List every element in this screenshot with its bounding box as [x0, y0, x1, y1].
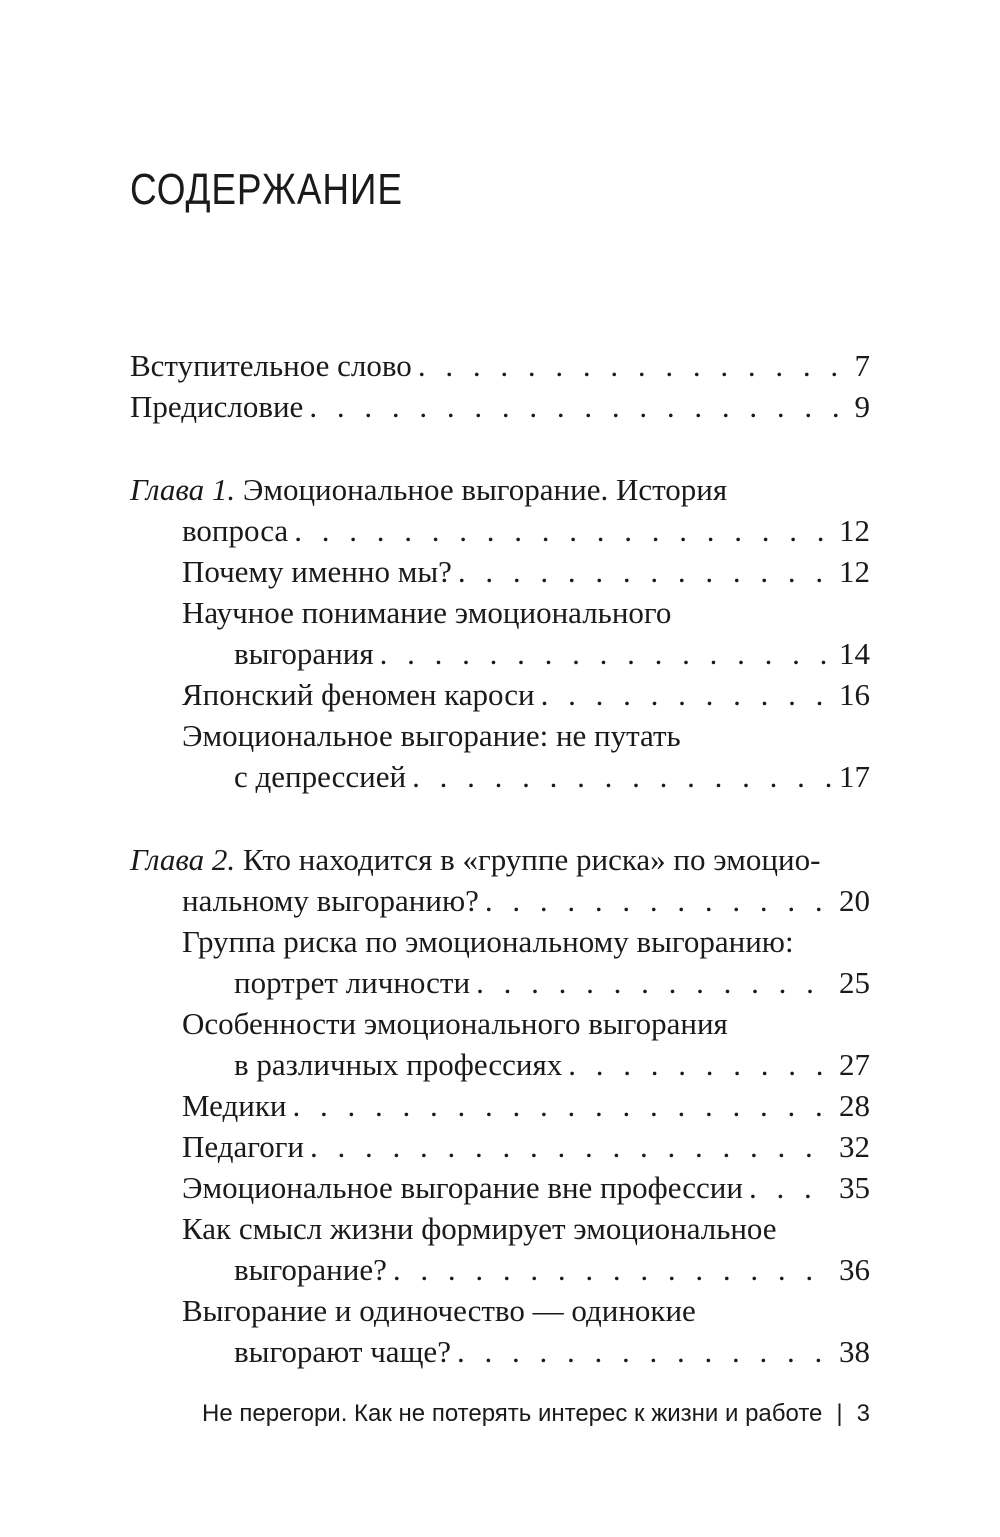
- dot-leader: [458, 551, 833, 592]
- toc-page-number: 28: [839, 1088, 870, 1123]
- toc-section[interactable]: [130, 674, 870, 715]
- dot-leader: [310, 1126, 833, 1167]
- dot-leader: [294, 510, 833, 551]
- toc-page-number: 35: [839, 1170, 870, 1205]
- chapter-title-line2: нальному выгоранию?: [182, 883, 479, 918]
- toc-section-cont[interactable]: [130, 756, 870, 797]
- toc-entry-title: Вступительное слово: [130, 348, 412, 383]
- dot-leader: [541, 674, 833, 715]
- toc-section-title-line1: Группа риска по эмоциональному выгоранию:: [182, 924, 794, 959]
- toc-page-number: 14: [839, 636, 870, 671]
- toc-entry-foreword[interactable]: [130, 345, 870, 386]
- toc-section[interactable]: [130, 1085, 870, 1126]
- table-of-contents: [130, 345, 870, 1372]
- dot-leader: [380, 633, 833, 674]
- dot-leader: [476, 962, 833, 1003]
- chapter-title-line1: Кто находится в «группе риска» по эмоцио-: [235, 842, 821, 877]
- dot-leader: [293, 1085, 833, 1126]
- toc-section[interactable]: [130, 1126, 870, 1167]
- dot-leader: [418, 345, 849, 386]
- toc-section-cont[interactable]: [130, 1044, 870, 1085]
- toc-page-number: 12: [839, 513, 870, 548]
- page-title: СОДЕРЖАНИЕ: [130, 165, 403, 215]
- toc-section-title-line1: Особенности эмоционального выгорания: [182, 1006, 728, 1041]
- toc-page-number: 17: [839, 759, 870, 794]
- toc-section-title: Почему именно мы?: [182, 554, 452, 589]
- dot-leader: [412, 756, 833, 797]
- toc-section[interactable]: [130, 1003, 870, 1044]
- toc-section-title: Эмоциональное выгорание вне профессии: [182, 1170, 743, 1205]
- chapter-title-line1: Эмоциональное выгорание. История: [235, 472, 728, 507]
- toc-entry-preface[interactable]: [130, 386, 870, 427]
- chapter-label: Глава 1.: [130, 472, 236, 507]
- toc-page-number: 16: [839, 677, 870, 712]
- toc-section-title-line2: портрет личности: [234, 965, 471, 1000]
- dot-leader: [457, 1331, 833, 1372]
- dot-leader: [485, 880, 833, 921]
- toc-section[interactable]: [130, 1208, 870, 1249]
- toc-section[interactable]: [130, 715, 870, 756]
- toc-section-title-line1: Как смысл жизни формирует эмоциональное: [182, 1211, 777, 1246]
- dot-leader: [309, 386, 848, 427]
- toc-section-title: Японский феномен кароси: [182, 677, 535, 712]
- toc-section-title-line1: Эмоциональное выгорание: не путать: [182, 718, 681, 753]
- chapter-label: Глава 2.: [130, 842, 236, 877]
- dot-leader: [393, 1249, 833, 1290]
- toc-section-title-line2: выгорают чаще?: [234, 1334, 451, 1369]
- toc-page-number: 27: [839, 1047, 870, 1082]
- toc-section-cont[interactable]: [130, 1249, 870, 1290]
- dot-leader: [568, 1044, 833, 1085]
- toc-section-title-line2: выгорания: [234, 636, 374, 671]
- toc-section-title-line1: Научное понимание эмоционального: [182, 595, 672, 630]
- toc-chapter-2-cont[interactable]: [130, 880, 870, 921]
- toc-page-number: 7: [854, 348, 870, 383]
- toc-page-number: 9: [854, 389, 870, 424]
- toc-section-title: Педагоги: [182, 1129, 305, 1164]
- toc-section[interactable]: [130, 921, 870, 962]
- footer-separator: |: [836, 1400, 843, 1427]
- toc-chapter-1-cont[interactable]: [130, 510, 870, 551]
- toc-section[interactable]: [130, 1290, 870, 1331]
- toc-section[interactable]: [130, 592, 870, 633]
- footer-page-number: 3: [856, 1400, 870, 1427]
- toc-page-number: 38: [839, 1334, 870, 1369]
- footer-book-title: Не перегори. Как не потерять интерес к жизни и работе: [202, 1400, 823, 1427]
- toc-page-number: 25: [839, 965, 870, 1000]
- toc-chapter-1-heading[interactable]: [130, 469, 870, 510]
- toc-section-cont[interactable]: [130, 1331, 870, 1372]
- toc-chapter-2-heading[interactable]: [130, 839, 870, 880]
- running-footer: [0, 1400, 870, 1428]
- toc-page-number: 20: [839, 883, 870, 918]
- toc-page-number: 32: [839, 1129, 870, 1164]
- toc-entry-title: Предисловие: [130, 389, 304, 424]
- toc-page-number: 12: [839, 554, 870, 589]
- toc-section[interactable]: [130, 551, 870, 592]
- toc-section-title-line2: в различных профессиях: [234, 1047, 563, 1082]
- toc-section[interactable]: [130, 1167, 870, 1208]
- dot-leader: [749, 1167, 833, 1208]
- toc-section-cont[interactable]: [130, 962, 870, 1003]
- chapter-title-line2: вопроса: [182, 513, 289, 548]
- toc-section-title-line1: Выгорание и одиночество — одинокие: [182, 1293, 696, 1328]
- toc-section-title-line2: выгорание?: [234, 1252, 387, 1287]
- toc-page-number: 36: [839, 1252, 870, 1287]
- toc-section-title-line2: с депрессией: [234, 759, 407, 794]
- toc-section-cont[interactable]: [130, 633, 870, 674]
- toc-section-title: Медики: [182, 1088, 287, 1123]
